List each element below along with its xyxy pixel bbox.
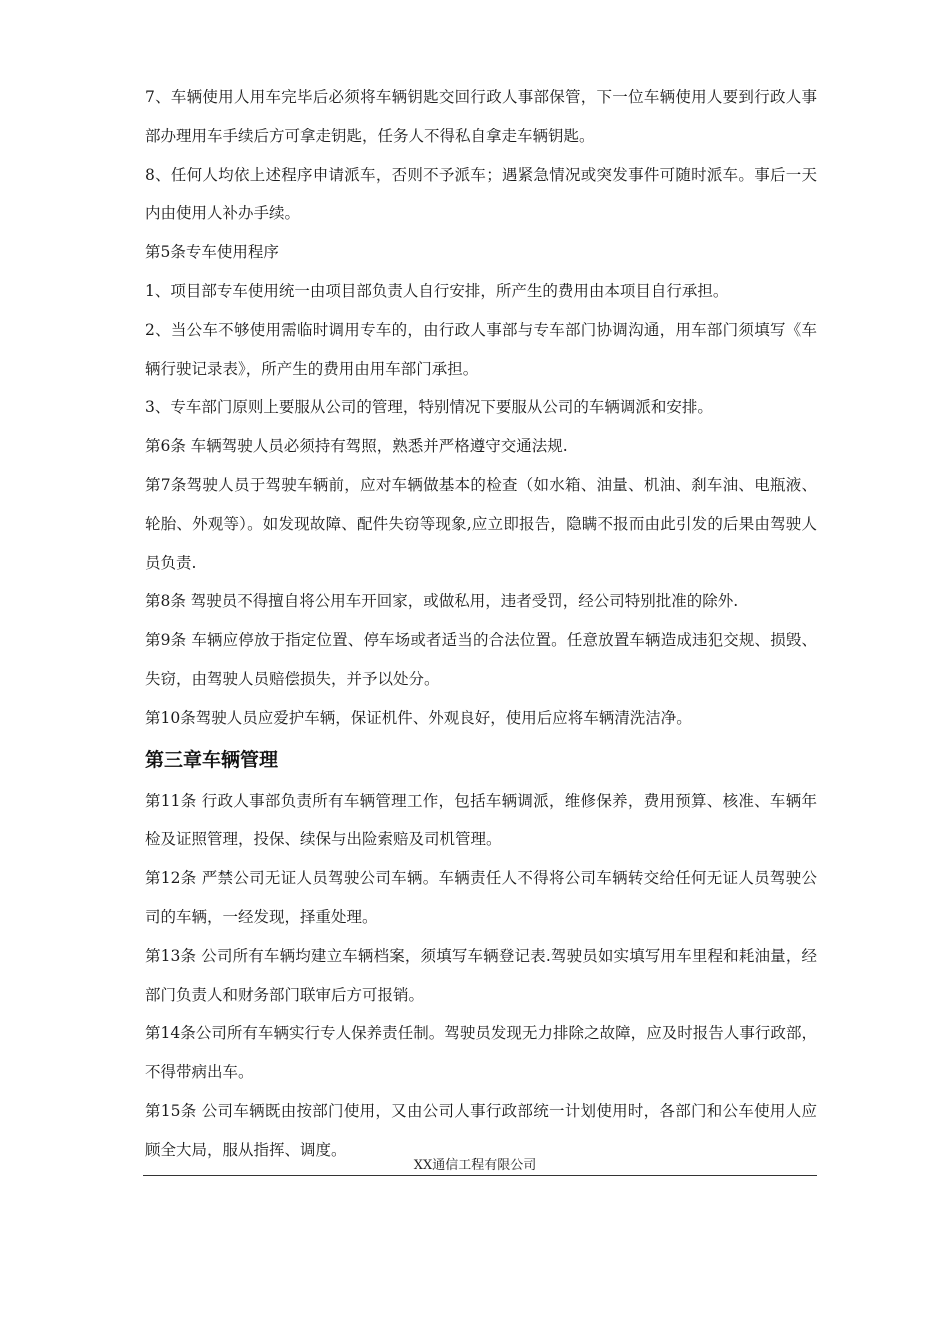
article-11: 第11条 行政人事部负责所有车辆管理工作，包括车辆调派，维修保养，费用预算、核准、车辆年检及证照管理，投保、续保与出险索赔及司机管理。	[145, 791, 817, 849]
article-13: 第13条 公司所有车辆均建立车辆档案，须填写车辆登记表.驾驶员如实填写用车里程和耗油量，经部门负责人和财务部门联审后方可报销。	[145, 946, 817, 1004]
document-body	[145, 78, 817, 1170]
article-10: 第10条驾驶人员应爱护车辆，保证机件、外观良好，使用后应将车辆清洗洁净。	[145, 708, 692, 727]
footer-divider	[143, 1175, 817, 1176]
paragraph-5-1: 1、项目部专车使用统一由项目部负责人自行安排，所产生的费用由本项目自行承担。	[145, 281, 729, 300]
article-8: 第8条 驾驶员不得擅自将公用车开回家，或做私用，违者受罚，经公司特别批准的除外.	[145, 592, 739, 611]
paragraph-5-2: 2、当公车不够使用需临时调用专车的，由行政人事部与专车部门协调沟通，用车部门须填写《车辆行驶记录表》，所产生的费用由用车部门承担。	[145, 320, 817, 378]
footer-company-name: XX通信工程有限公司	[413, 1158, 537, 1173]
paragraph-5-3: 3、专车部门原则上要服从公司的管理，特别情况下要服从公司的车辆调派和安排。	[145, 398, 713, 417]
article-15: 第15条 公司车辆既由按部门使用，又由公司人事行政部统一计划使用时，各部门和公车使用人应顾全大局，服从指挥、调度。	[145, 1101, 817, 1159]
chapter-heading: 第三章车辆管理	[145, 748, 279, 771]
paragraph-item-8: 8、任何人均依上述程序申请派车，否则不予派车；遇紧急情况或突发事件可随时派车。事后一天内由使用人补办手续。	[145, 165, 817, 223]
article-5-title: 第5条专车使用程序	[145, 243, 279, 262]
article-6: 第6条 车辆驾驶人员必须持有驾照，熟悉并严格遵守交通法规.	[145, 437, 568, 456]
article-9: 第9条 车辆应停放于指定位置、停车场或者适当的合法位置。任意放置车辆造成违犯交规、损毁、失窃，由驾驶人员赔偿损失，并予以处分。	[145, 631, 817, 688]
article-14: 第14条公司所有车辆实行专人保养责任制。驾驶员发现无力排除之故障，应及时报告人事行政部，不得带病出车。	[145, 1024, 817, 1082]
paragraph-item-7: 7、车辆使用人用车完毕后必须将车辆钥匙交回行政人事部保管，下一位车辆使用人要到行政人事部办理用车手续后方可拿走钥匙，任务人不得私自拿走车辆钥匙。	[145, 88, 817, 145]
article-7: 第7条驾驶人员于驾驶车辆前，应对车辆做基本的检查（如水箱、油量、机油、刹车油、电瓶液、轮胎、外观等）。如发现故障、配件失窃等现象,应立即报告，隐瞒不报而由此引发的后果由驾驶人员负责.	[145, 475, 817, 572]
article-12: 第12条 严禁公司无证人员驾驶公司车辆。车辆责任人不得将公司车辆转交给任何无证人员驾驶公司的车辆，一经发现，择重处理。	[145, 869, 817, 926]
